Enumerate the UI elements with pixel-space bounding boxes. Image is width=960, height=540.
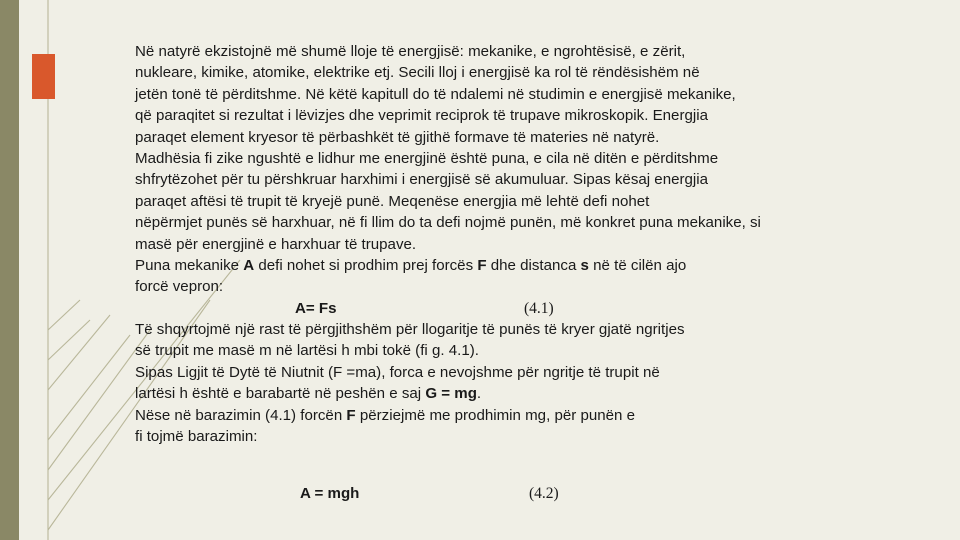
accent-title-bar <box>32 54 55 99</box>
paragraph-line: Të shqyrtojmë një rast të përgjithshëm për llogaritje të punës të kryer gjatë ngritjes <box>135 321 685 339</box>
diagonal-line-7 <box>48 300 80 330</box>
paragraph-line: fi tojmë barazimin: <box>135 428 258 446</box>
diagonal-line-6 <box>48 320 90 360</box>
paragraph-line-weight: lartësi h është e barabartë në peshën e saj G = mg. <box>135 385 482 403</box>
paragraph-line: nëpërmjet punës së harxhuar, në fi llim do ta defi nojmë punën, më konkret puna mekanike, si <box>135 214 761 232</box>
equation-formula: A= Fs <box>295 299 337 317</box>
equation-number: (4.2) <box>529 485 559 503</box>
paragraph-line-work-definition: Puna mekanike A defi nohet si prodhim prej forcës F dhe distanca s në të cilën ajo <box>135 256 687 274</box>
paragraph-line: jetën tonë të përditshme. Në këtë kapitull do të ndalemi në studimin e energjisë mekanike, <box>135 85 736 103</box>
paragraph-line: Madhësia fi zike ngushtë e lidhur me energjinë është puna, e cila në ditën e përditshme <box>135 149 719 167</box>
equation-number: (4.1) <box>524 299 554 317</box>
spacer <box>135 447 935 483</box>
paragraph-line: nukleare, kimike, atomike, elektrike etj. Secili lloj i energjisë ka rol të rëndësishëm në <box>135 64 700 82</box>
paragraph-line: shfrytëzohet për tu përshkruar harxhimi i energjisë së akumuluar. Sipas kësaj energjia <box>135 171 709 189</box>
equation-formula: A = mgh <box>300 485 360 503</box>
paragraph-line: Sipas Ligjit të Dytë të Niutnit (F =ma), forca e nevojshme për ngritje të trupit në <box>135 363 660 381</box>
paragraph-line: masë për energjinë e harxhuar të trupave. <box>135 235 417 253</box>
paragraph-line: paraqet element kryesor të përbashkët të gjithë formave të materies në natyrë. <box>135 128 660 146</box>
paragraph-line: forcë vepron: <box>135 278 224 296</box>
paragraph-line: paraqet aftësi të trupit të kryejë punë. Meqenëse energjia më lehtë defi nohet <box>135 192 650 210</box>
paragraph-line: së trupit me masë m në lartësi h mbi tokë (fi g. 4.1). <box>135 342 479 360</box>
diagonal-line-4 <box>48 315 110 390</box>
paragraph-line: Në natyrë ekzistojnë më shumë lloje të energjisë: mekanike, e ngrohtësisë, e zërit, <box>135 43 686 60</box>
equation-4-1 <box>135 298 935 319</box>
paragraph-line-substitution: Nëse në barazimin (4.1) forcën F përziejmë me prodhimin mg, për punën e <box>135 406 636 424</box>
diagonal-line-5 <box>48 335 130 440</box>
paragraph-line: që paraqitet si rezultat i lëvizjes dhe veprimit reciprok të trupave mikroskopik. Energjia <box>135 107 708 125</box>
document-body <box>135 41 935 505</box>
equation-4-2 <box>135 483 935 504</box>
